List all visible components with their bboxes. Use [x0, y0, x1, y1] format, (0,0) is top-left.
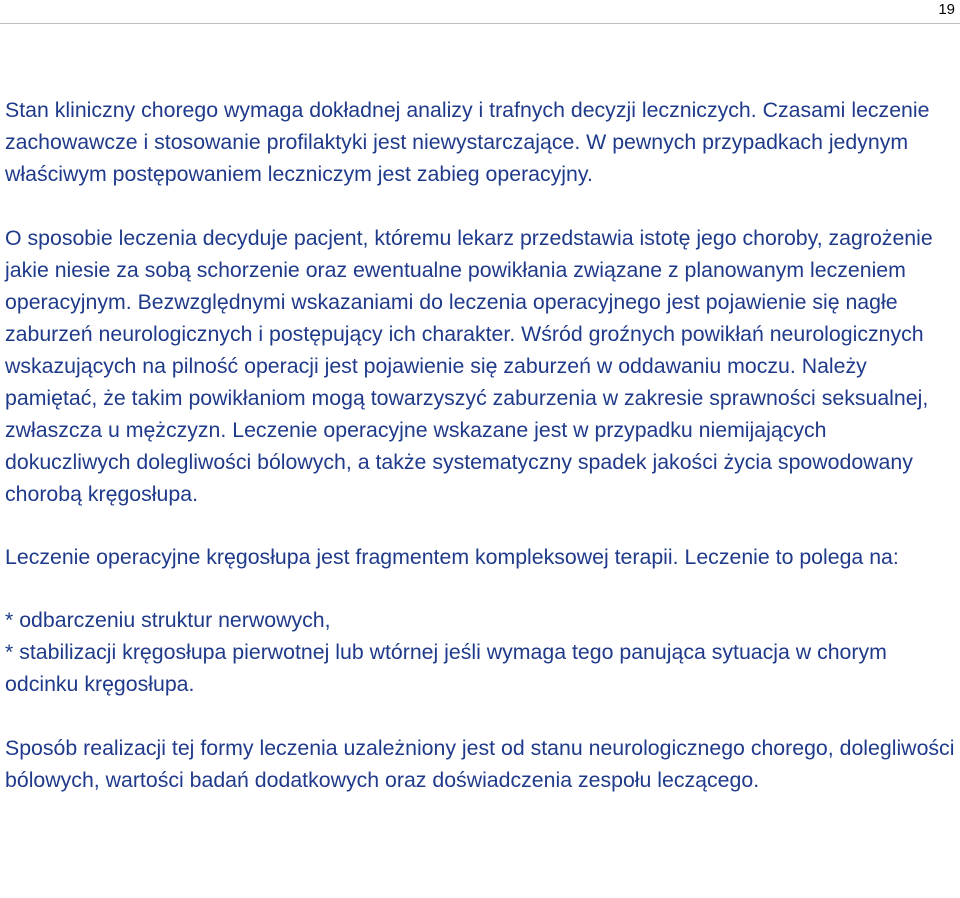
paragraph-treatment-decision: O sposobie leczenia decyduje pacjent, któremu lekarz przedstawia istotę jego choroby, zagrożenie jakie niesie za sobą schorzenie oraz ewentualne powikłania związane z planowanym leczeniem operacyjnym. Bezwzględnymi wskazaniami do leczenia operacyjnego jest pojawienie się nagłe zaburzeń neurologicznych i postępujący ich charakter. Wśród groźnych powikłań neurologicznych wskazujących na pilność operacji jest pojawienie się zaburzeń w oddawaniu moczu. Należy pamiętać, że takim powikłaniom mogą towarzyszyć zaburzenia w zakresie sprawności seksualnej, zwłaszcza u mężczyzn. Leczenie operacyjne wskazane jest w przypadku niemijających dokuczliwych dolegliwości bólowych, a także systematyczny spadek jakości życia spowodowany chorobą kręgosłupa. [5, 226, 933, 506]
document-body [5, 94, 957, 796]
paragraph-clinical-state: Stan kliniczny chorego wymaga dokładnej analizy i trafnych decyzji leczniczych. Czasami leczenie zachowawcze i stosowanie profilaktyki jest niewystarczające. W pewnych przypadkach jedynym właściwym postępowaniem leczniczym jest zabieg operacyjny. [5, 98, 930, 186]
list-item-decompression: * odbarczeniu struktur nerwowych, [5, 608, 331, 632]
page-number: 19 [938, 1, 955, 18]
paragraph-treatment-method: Sposób realizacji tej formy leczenia uzależniony jest od stanu neurologicznego chorego, dolegliwości bólowych, wartości badań dodatkowych oraz doświadczenia zespołu leczącego. [5, 736, 955, 792]
header-rule [0, 23, 960, 24]
paragraph-surgery-intro: Leczenie operacyjne kręgosłupa jest fragmentem kompleksowej terapii. Leczenie to polega na: [5, 545, 899, 569]
list-item-stabilization: * stabilizacji kręgosłupa pierwotnej lub wtórnej jeśli wymaga tego panująca sytuacja w chorym odcinku kręgosłupa. [5, 640, 887, 696]
